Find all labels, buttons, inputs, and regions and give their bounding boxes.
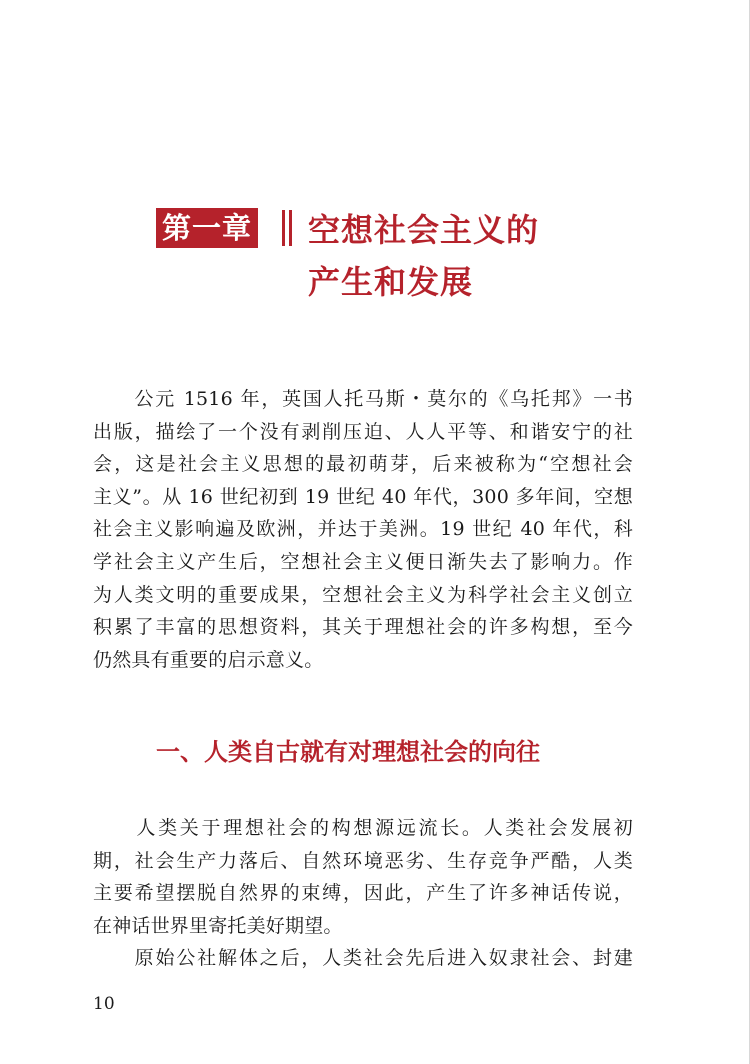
chapter-title xyxy=(308,204,668,308)
chapter-badge: 第一章 xyxy=(156,208,258,248)
text-line: 社会主义影响遍及欧洲，并达于美洲。19 世纪 40 年代，科 xyxy=(93,518,633,541)
chapter-heading xyxy=(156,204,676,300)
text-line: 人类关于理想社会的构想源远流长。人类社会发展初 xyxy=(93,817,633,839)
text-line: 公元 1516 年，英国人托马斯・莫尔的《乌托邦》一书 xyxy=(93,388,633,410)
chapter-title-line: 产生和发展 xyxy=(308,263,474,301)
text-line: 积累了丰富的思想资料，其关于理想社会的许多构想，至今 xyxy=(93,616,633,639)
text-line: 期，社会生产力落后、自然环境恶劣、生存竞争严酷，人类 xyxy=(93,849,633,872)
text-line: 主要希望摆脱自然界的束缚，因此，产生了许多神话传说， xyxy=(93,882,633,905)
section-body xyxy=(93,812,633,975)
section-heading: 一、人类自古就有对理想社会的向往 xyxy=(156,738,540,766)
text-line: 在神话世界里寄托美好期望。 xyxy=(93,914,343,937)
text-line: 会，这是社会主义思想的最初萌芽，后来被称为“空想社会 xyxy=(93,453,633,476)
text-line: 原始公社解体之后，人类社会先后进入奴隶社会、封建 xyxy=(93,947,633,970)
text-line: 出版，描绘了一个没有剥削压迫、人人平等、和谐安宁的社 xyxy=(93,420,633,443)
text-line: 仍然具有重要的启示意义。 xyxy=(93,648,324,671)
text-line: 学社会主义产生后，空想社会主义便日渐失去了影响力。作 xyxy=(93,550,633,573)
text-line: 主义”。从 16 世纪初到 19 世纪 40 年代，300 多年间，空想 xyxy=(93,485,633,508)
text-line: 为人类文明的重要成果，空想社会主义为科学社会主义创立 xyxy=(93,583,633,606)
chapter-divider xyxy=(282,210,294,246)
page-number: 10 xyxy=(93,994,115,1014)
intro-paragraph xyxy=(93,383,633,676)
chapter-title-line: 空想社会主义的 xyxy=(308,211,540,249)
